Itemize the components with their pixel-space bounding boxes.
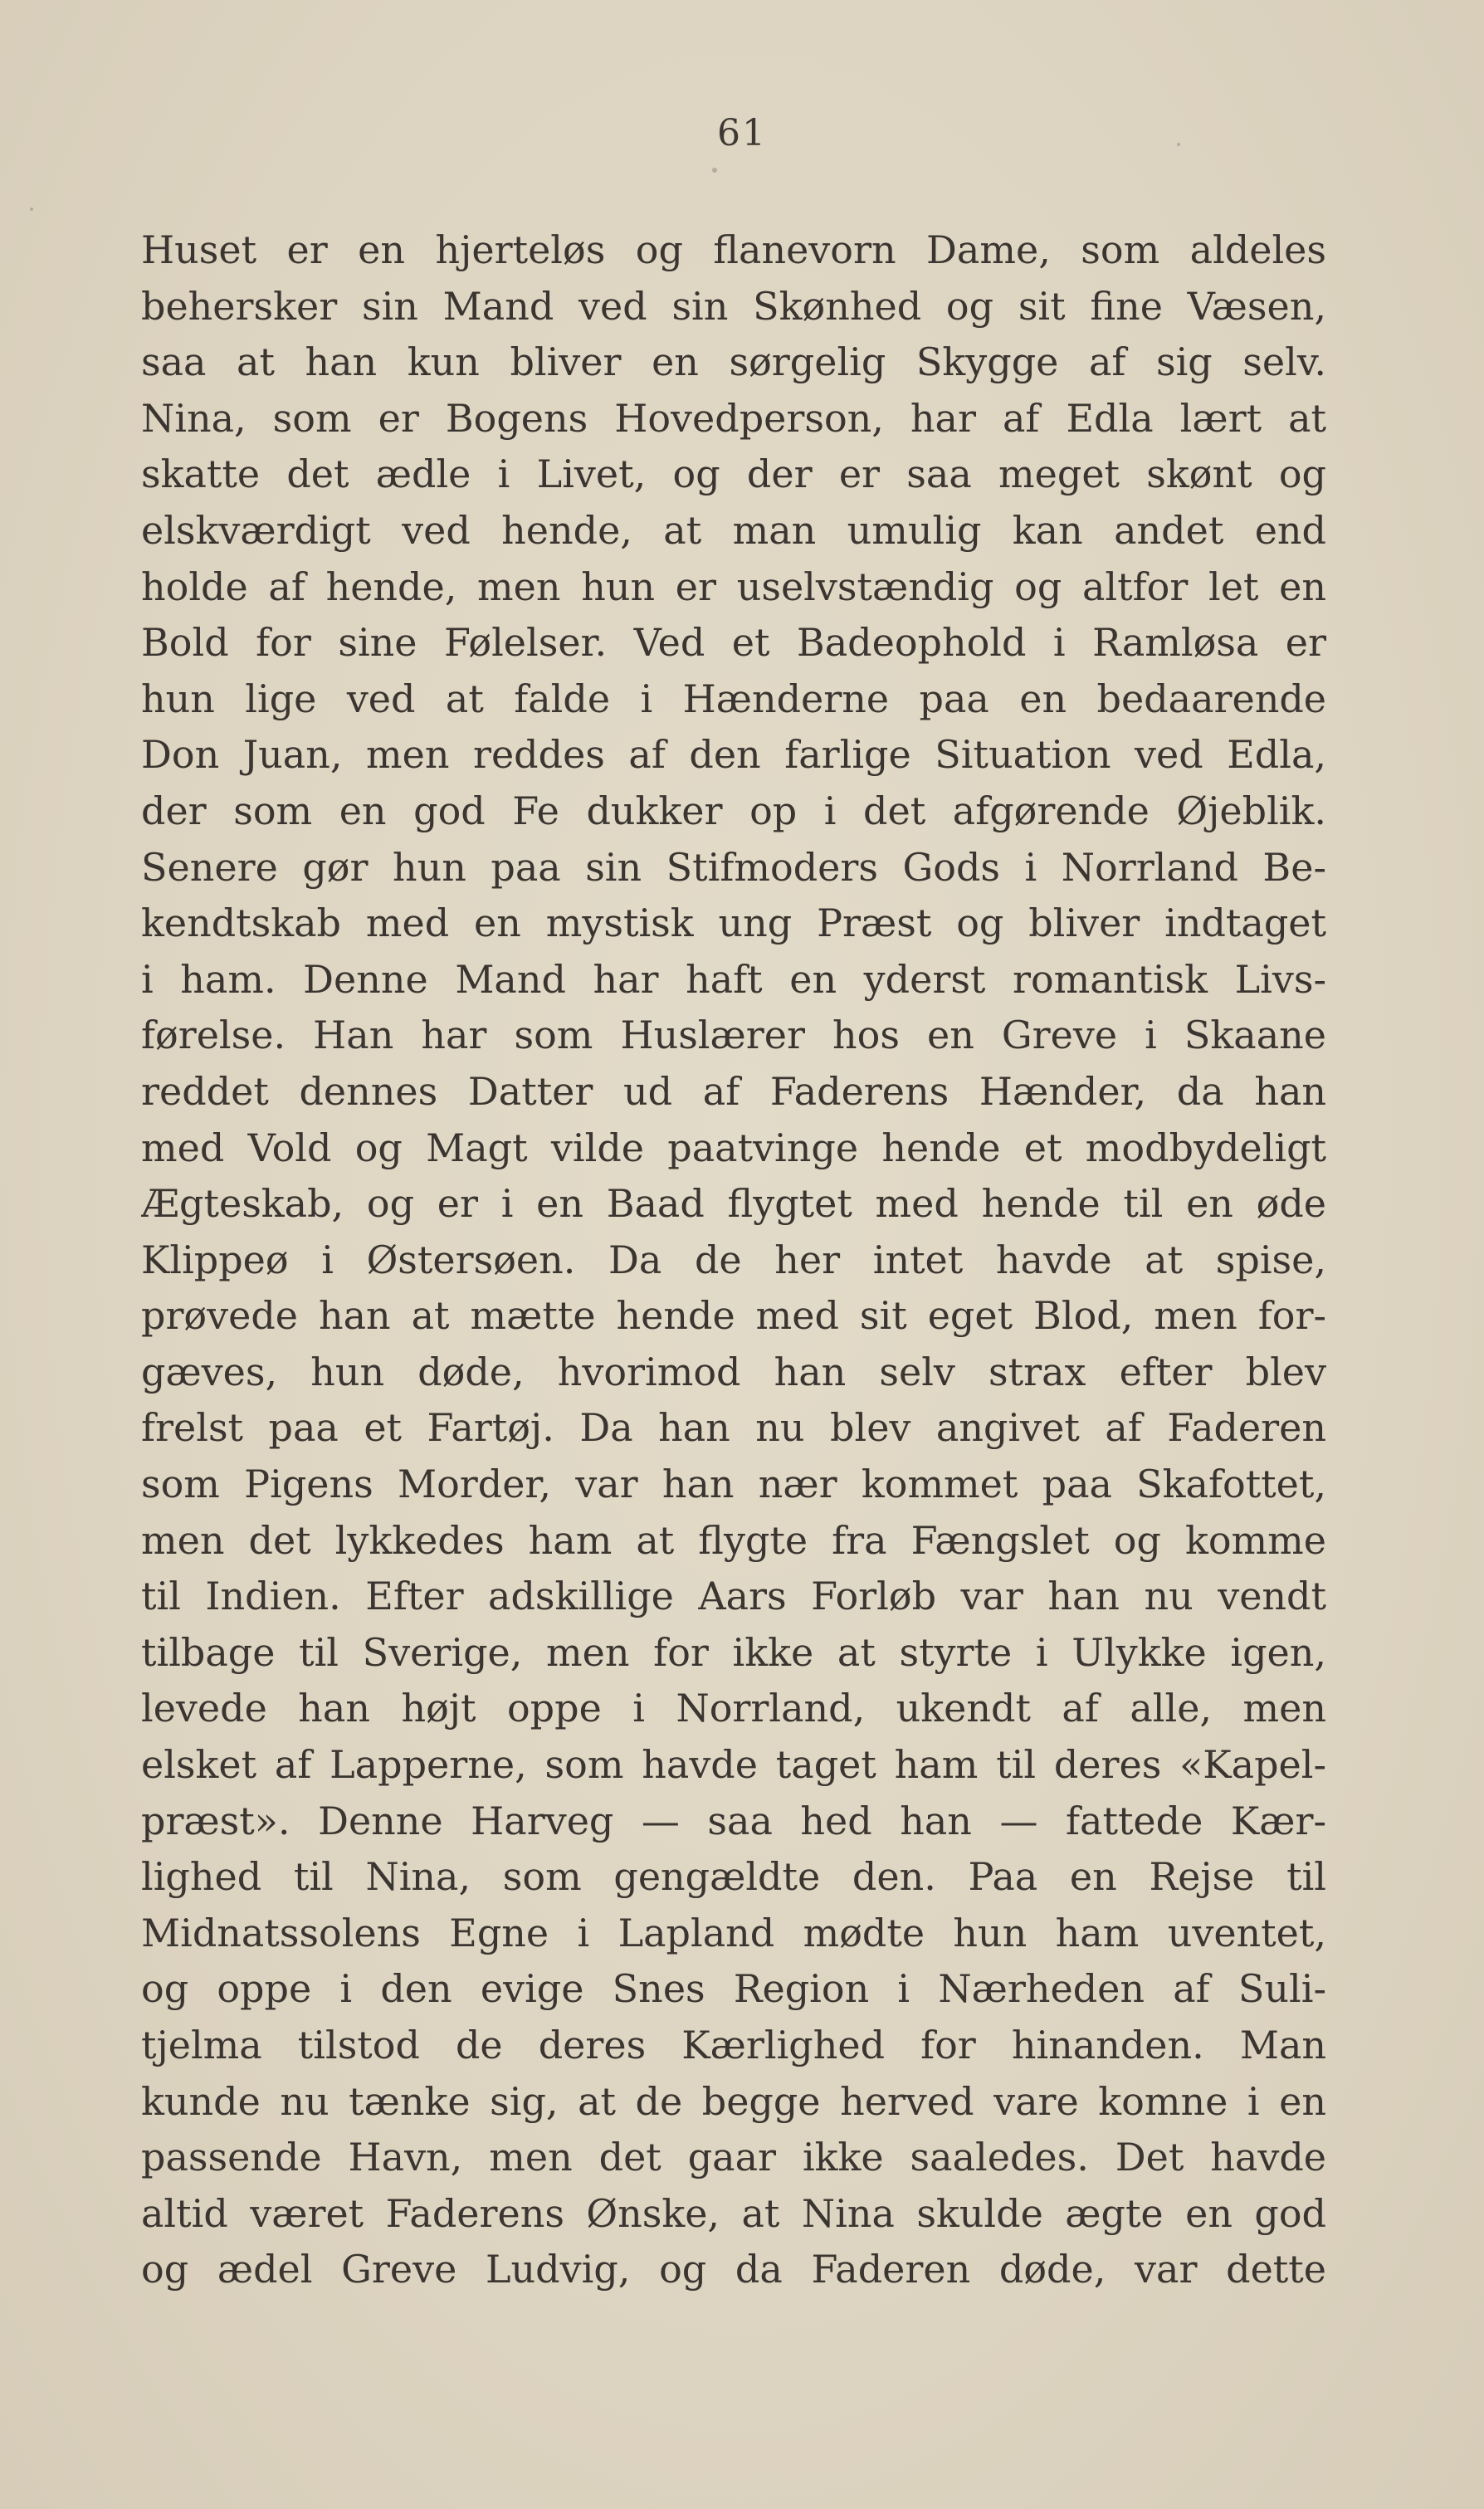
text-line: i ham. Denne Mand har haft en yderst romantisk Livs- [141,956,1326,1002]
text-line: med Vold og Magt vilde paatvinge hende et modbydeligt [141,1125,1326,1170]
text-line: og oppe i den evige Snes Region i Nærheden af Suli- [141,1966,1326,2012]
text-line: Midnatssolens Egne i Lapland mødte hun ham uventet, [141,1910,1326,1955]
text-line: frelst paa et Fartøj. Da han nu blev angivet af Faderen [141,1405,1326,1451]
text-line: men det lykkedes ham at flygte fra Fængslet og komme [141,1517,1326,1563]
text-line: kunde nu tænke sig, at de begge herved vare komne i en [141,2078,1326,2124]
text-line: Klippeø i Østersøen. Da de her intet havde at spise, [141,1237,1326,1282]
text-line: førelse. Han har som Huslærer hos en Greve i Skaane [141,1013,1326,1058]
paper-speck [712,168,717,173]
text-line: tjelma tilstod de deres Kærlighed for hinanden. Man [141,2023,1326,2067]
body-text [141,222,1326,2298]
text-line: kendtskab med en mystisk ung Præst og bliver indtaget [141,901,1326,946]
page-number: 61 [717,112,767,154]
text-line: behersker sin Mand ved sin Skønhed og sit fine Væsen, [141,283,1326,329]
text-line: som Pigens Morder, var han nær kommet paa Skafottet, [141,1462,1326,1507]
text-line: til Indien. Efter adskillige Aars Forløb var han nu vendt [141,1574,1326,1619]
text-line: saa at han kun bliver en sørgelig Skygge af sig selv. [141,339,1326,385]
text-line: lighed til Nina, som gengældte den. Paa en Rejse til [141,1854,1326,1900]
text-line: reddet dennes Datter ud af Faderens Hænder, da han [141,1068,1326,1114]
text-line: skatte det ædle i Livet, og der er saa meget skønt og [141,452,1326,497]
text-line: holde af hende, men hun er uselvstændig og altfor let en [141,564,1326,609]
text-line: Huset er en hjerteløs og flanevorn Dame, som aldeles [141,227,1326,272]
text-line: Bold for sine Følelser. Ved et Badeophold i Ramløsa er [141,620,1326,666]
text-line: og ædel Greve Ludvig, og da Faderen døde, var dette [141,2247,1326,2292]
text-line: hun lige ved at falde i Hænderne paa en bedaarende [141,676,1326,721]
text-line: passende Havn, men det gaar ikke saaledes. Det havde [141,2135,1326,2180]
text-line: Ægteskab, og er i en Baad flygtet med hende til en øde [141,1181,1326,1227]
text-line: præst». Denne Harveg — saa hed han — fattede Kær- [141,1798,1326,1843]
text-line: der som en god Fe dukker op i det afgørende Øjeblik. [141,788,1326,833]
text-line: prøvede han at mætte hende med sit eget Blod, men for- [141,1293,1326,1339]
text-line: elskværdigt ved hende, at man umulig kan andet end [141,507,1326,553]
text-line: levede han højt oppe i Norrland, ukendt af alle, men [141,1686,1326,1731]
text-line: Senere gør hun paa sin Stifmoders Gods i Norrland Be- [141,844,1326,890]
text-line: Don Juan, men reddes af den farlige Situation ved Edla, [141,732,1326,778]
text-line: Nina, som er Bogens Hovedperson, har af Edla lært at [141,395,1326,441]
text-line: altid været Faderens Ønske, at Nina skulde ægte en god [141,2190,1326,2236]
paper-speck [30,207,33,211]
text-line: elsket af Lapperne, som havde taget ham til deres «Kapel- [141,1742,1326,1788]
paper-speck [1177,143,1180,146]
text-line: gæves, hun døde, hvorimod han selv strax efter blev [141,1349,1326,1394]
text-line: tilbage til Sverige, men for ikke at styrte i Ulykke igen, [141,1629,1326,1675]
